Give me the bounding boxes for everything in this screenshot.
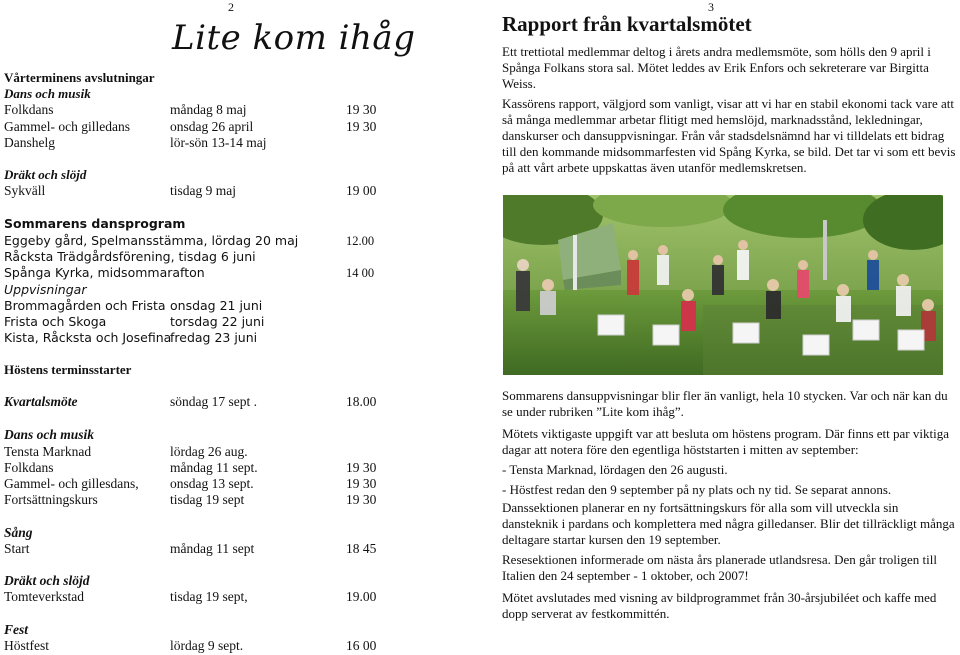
autumn-costume-when: tisdag 19 sept, <box>170 589 248 604</box>
party-name: Höstfest <box>4 638 49 653</box>
show-row-name: Frista och Skoga <box>4 314 107 329</box>
summer-row-time: 14 00 <box>346 266 375 280</box>
spring-row-when: lör-sön 13-14 maj <box>170 135 267 150</box>
quarterly-when: söndag 17 sept . <box>170 394 257 409</box>
summer-row-name: Spånga Kyrka, midsommarafton <box>4 265 205 280</box>
show-row-when: onsdag 21 juni <box>170 298 263 313</box>
report-paragraph: Kassörens rapport, välgjord som vanligt, visar att vi har en stabil ekonomi tack vare att så många medlemmar arbetar flitigt med hemslöjd, marknadsstånd, lekledningar, danskurser och dansuppvisningar. Från vår stadsdelsnämnd har vi tilldelats ett bidrag till den kommande midsommarfesten vid Spång Kyrka, se bild. Det tar vi som ett bevis på att vårt arbete uppskattas även utanför medlemskretsen. <box>502 96 956 175</box>
festival-crowd-photo <box>503 195 943 375</box>
quarterly-time: 18.00 <box>346 394 377 409</box>
autumn-dance-when: måndag 11 sept. <box>170 460 258 475</box>
spring-costume-name: Sykväll <box>4 183 46 198</box>
spring-row-name: Danshelg <box>4 135 55 150</box>
autumn-heading: Höstens terminsstarter <box>4 362 132 377</box>
report-paragraph: - Höstfest redan den 9 september på ny plats och ny tid. Se separat annons. <box>502 482 892 497</box>
summer-row-time: 12.00 <box>346 234 375 248</box>
festival-photo-illustration <box>503 195 943 375</box>
spring-costume-when: tisdag 9 maj <box>170 183 236 198</box>
show-row-name: Brommagården och Frista <box>4 298 166 313</box>
summer-row-name: Råcksta Trädgårdsförening, tisdag 6 juni <box>4 249 256 264</box>
song-when: måndag 11 sept <box>170 541 255 556</box>
autumn-dance-when: tisdag 19 sept <box>170 492 245 507</box>
report-paragraph: Resesektionen informerade om nästa års planerade utlandsresa. Den går troligen till Italien den 24 september - 1 oktober, och 2007! <box>502 552 937 583</box>
autumn-dance-when: lördag 26 aug. <box>170 444 248 459</box>
autumn-costume-name: Tomteverkstad <box>4 589 85 604</box>
autumn-dance-name: Fortsättningskurs <box>4 492 98 507</box>
page-title-left: Lite kom ihåg <box>172 18 416 58</box>
autumn-dance-music-label: Dans och musik <box>4 427 95 442</box>
spring-dance-music-label: Dans och musik <box>4 86 91 101</box>
report-paragraph: Ett trettiotal medlemmar deltog i årets andra medlemsmöte, som hölls den 9 april i Spånga Folkans stora sal. Mötet leddes av Erik Enfors och sekreterare var Birgitta Weiss. <box>502 44 931 91</box>
spring-row-when: onsdag 26 april <box>170 119 254 134</box>
autumn-dance-name: Gammel- och gillesdans, <box>4 476 139 491</box>
spring-row-when: måndag 8 maj <box>170 102 247 117</box>
party-time: 16 00 <box>346 638 377 653</box>
report-paragraph: Mötets viktigaste uppgift var att besluta om höstens program. Där finns ett par viktiga dagar att notera före den egentliga höststarten i mitten av september: <box>502 426 949 457</box>
autumn-dance-name: Tensta Marknad <box>4 444 92 459</box>
show-row-when: torsdag 22 juni <box>170 314 265 329</box>
page-number-right: 3 <box>708 0 714 14</box>
summer-heading: Sommarens dansprogram <box>4 216 186 231</box>
autumn-dance-time: 19 30 <box>346 476 377 491</box>
autumn-dance-name: Folkdans <box>4 460 54 475</box>
page-title-right: Rapport från kvartalsmötet <box>502 12 752 36</box>
show-row-when: fredag 23 juni <box>170 330 258 345</box>
summer-row-name: Eggeby gård, Spelmansstämma, lördag 20 maj <box>4 233 299 248</box>
song-time: 18 45 <box>346 541 377 556</box>
spring-row-name: Folkdans <box>4 102 54 117</box>
page-number-left: 2 <box>228 0 234 14</box>
autumn-dance-time: 19 30 <box>346 492 377 507</box>
report-paragraph: Mötet avslutades med visning av bildprogrammet från 30-årsjubiléet och kaffe med dopp serverat av festkommittén. <box>502 590 937 621</box>
song-label: Sång <box>4 525 33 540</box>
summer-shows-label: Uppvisningar <box>4 282 87 297</box>
spring-row-time: 19 30 <box>346 119 377 134</box>
show-row-name: Kista, Råcksta och Josefina <box>4 330 172 345</box>
report-paragraph: Sommarens dansuppvisningar blir fler än vanligt, hela 10 stycken. Var och när kan du se under rubriken ”Lite kom ihåg”. <box>502 388 948 419</box>
autumn-costume-label: Dräkt och slöjd <box>4 573 90 588</box>
spring-heading: Vårterminens avslutningar <box>4 70 155 85</box>
spring-costume-label: Dräkt och slöjd <box>4 167 87 182</box>
spring-costume-time: 19 00 <box>346 183 377 198</box>
spring-row-time: 19 30 <box>346 102 377 117</box>
spring-row-name: Gammel- och gilledans <box>4 119 130 134</box>
report-paragraph: - Tensta Marknad, lördagen den 26 augusti. <box>502 462 728 477</box>
report-paragraph: Danssektionen planerar en ny fortsättningskurs för alla som vill utveckla sin dansteknik i pardans och komplettera med några gilledanser. Blir det tillräckligt många deltagare startar kursen den 19 september. <box>502 500 955 547</box>
autumn-costume-time: 19.00 <box>346 589 377 604</box>
party-when: lördag 9 sept. <box>170 638 244 653</box>
quarterly-name: Kvartalsmöte <box>4 394 78 409</box>
autumn-dance-time: 19 30 <box>346 460 377 475</box>
song-name: Start <box>4 541 30 556</box>
party-label: Fest <box>4 622 29 637</box>
autumn-dance-when: onsdag 13 sept. <box>170 476 254 491</box>
